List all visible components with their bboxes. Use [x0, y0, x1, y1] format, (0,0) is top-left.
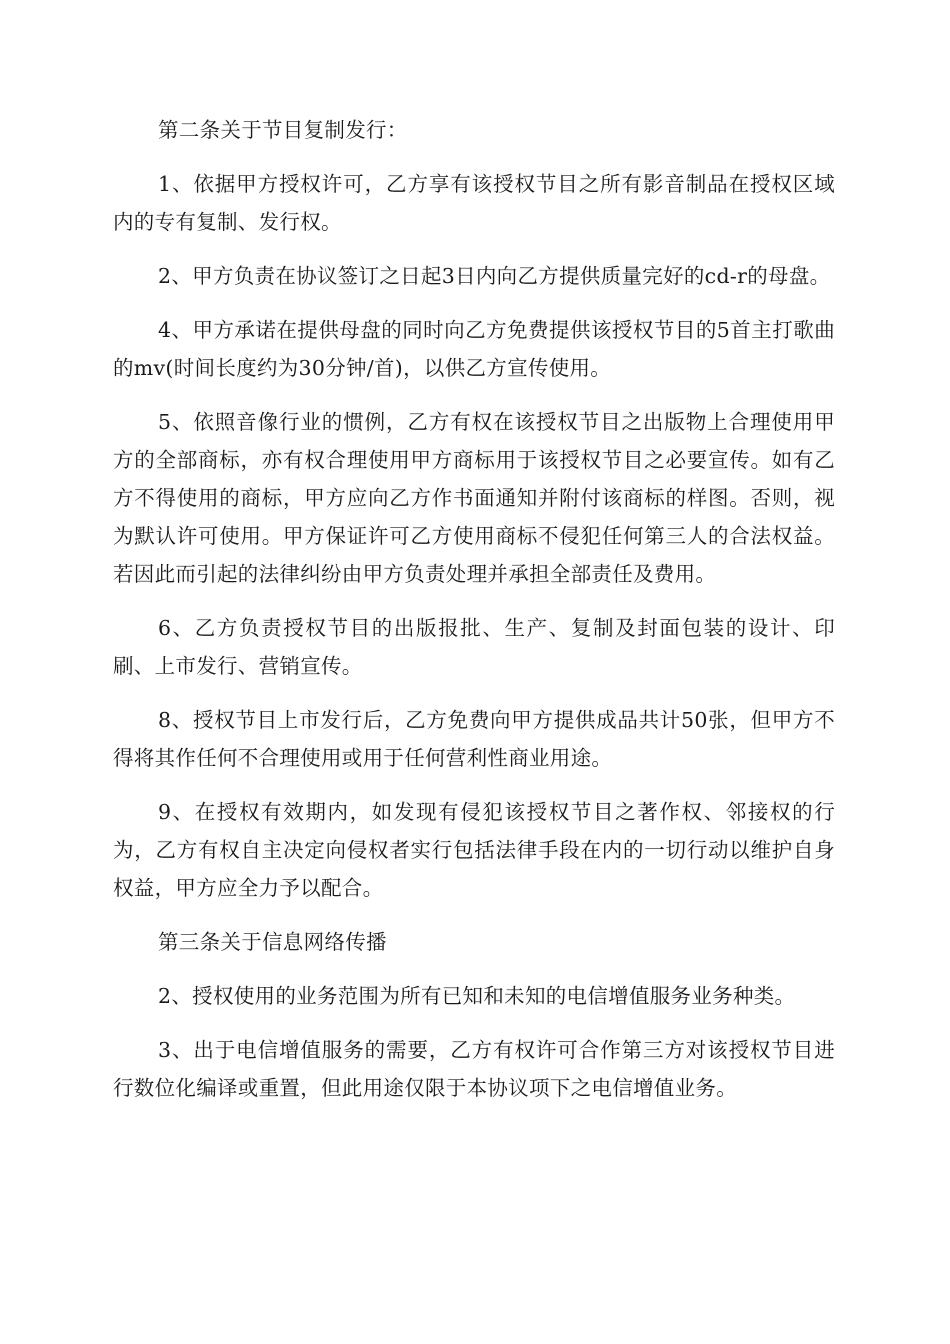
clause-paragraph: 4、甲方承诺在提供母盘的同时向乙方免费提供该授权节目的5首主打歌曲的mv(时间长度约为30分钟/首)，以供乙方宣传使用。	[113, 318, 835, 380]
section-heading-article-2: 第二条关于节目复制发行：	[158, 118, 408, 142]
clause-paragraph: 1、依据甲方授权许可，乙方享有该授权节目之所有影音制品在授权区域内的专有复制、发行权。	[113, 172, 835, 234]
clause-paragraph: 5、依照音像行业的惯例，乙方有权在该授权节目之出版物上合理使用甲方的全部商标，亦有权合理使用甲方商标用于该授权节目之必要宣传。如有乙方不得使用的商标，甲方应向乙方作书面通知并附付该商标的样图。否则，视为默认许可使用。甲方保证许可乙方使用商标不侵犯任何第三人的合法权益。若因此而引起的法律纠纷由甲方负责处理并承担全部责任及费用。	[113, 410, 835, 586]
clause-paragraph: 2、甲方负责在协议签订之日起3日内向乙方提供质量完好的cd-r的母盘。	[158, 264, 831, 288]
clause-paragraph: 6、乙方负责授权节目的出版报批、生产、复制及封面包装的设计、印刷、上市发行、营销宣传。	[113, 616, 835, 678]
clause-paragraph: 2、授权使用的业务范围为所有已知和未知的电信增值服务业务种类。	[158, 984, 796, 1008]
document-body	[113, 111, 835, 1123]
clause-paragraph: 9、在授权有效期内，如发现有侵犯该授权节目之著作权、邻接权的行为，乙方有权自主决定向侵权者实行包括法律手段在内的一切行动以维护自身权益，甲方应全力予以配合。	[113, 800, 835, 900]
section-heading-article-3: 第三条关于信息网络传播	[158, 930, 387, 954]
clause-paragraph: 8、授权节目上市发行后，乙方免费向甲方提供成品共计50张，但甲方不得将其作任何不合理使用或用于任何营利性商业用途。	[113, 708, 835, 770]
clause-paragraph: 3、出于电信增值服务的需要，乙方有权许可合作第三方对该授权节目进行数位化编译或重置，但此用途仅限于本协议项下之电信增值业务。	[113, 1038, 835, 1100]
